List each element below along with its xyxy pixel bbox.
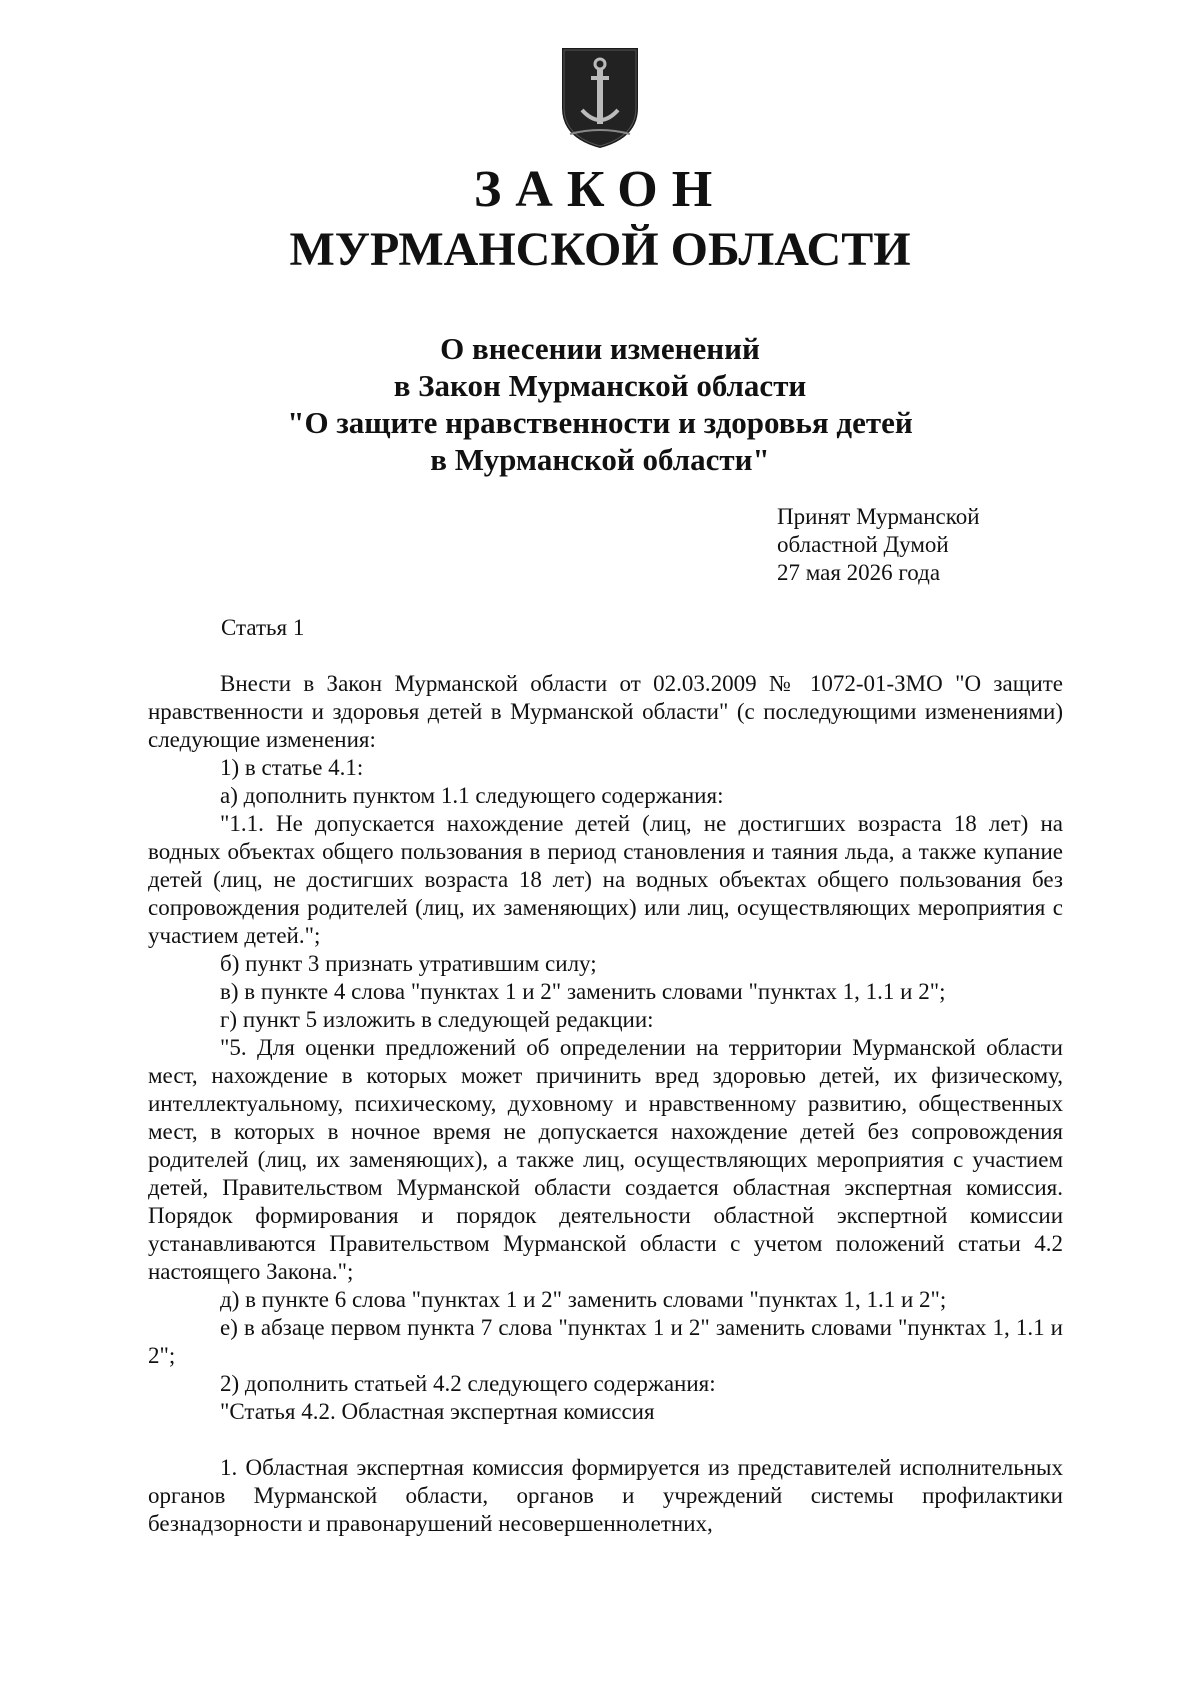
- paragraph: "5. Для оценки предложений об определении на территории Мурманской области мест, нахождение в которых может причинить вред здоровью детей, их физическому, интеллектуальному, психическому, духовному и нравственному развитию, общественных мест, в которых в ночное время не допускается нахождение детей без сопровождения родителей (лиц, их заменяющих), а также лиц, осуществляющих мероприятия с участием детей, Правительством Мурманской области создается областная экспертная комиссия. Порядок формирования и порядок деятельности областной экспертной комиссии устанавливаются Правительством Мурманской области с учетом положений статьи 4.2 настоящего Закона.";: [148, 1035, 1063, 1284]
- subject-line: "О защите нравственности и здоровья детей: [287, 405, 913, 440]
- paragraph: "1.1. Не допускается нахождение детей (лиц, не достигших возраста 18 лет) на водных объектах общего пользования в период становления и таяния льда, а также купание детей (лиц, не достигших возраста 18 лет) на водных объектах общего пользования без сопровождения родителей (лиц, их заменяющих) или лиц, осуществляющих мероприятия с участием детей.";: [148, 811, 1063, 948]
- subject-line: О внесении изменений: [440, 331, 760, 366]
- adoption-line: областной Думой: [777, 532, 949, 557]
- paragraph: "Статья 4.2. Областная экспертная комиссия: [220, 1399, 655, 1424]
- paragraph: Внести в Закон Мурманской области от 02.03.2009 № 1072-01-ЗМО "О защите нравственности и здоровья детей в Мурманской области" (с последующими изменениями) следующие изменения:: [148, 671, 1063, 752]
- paragraph: 1) в статье 4.1:: [220, 755, 364, 780]
- subject-line: в Закон Мурманской области: [393, 368, 807, 403]
- adoption-note: [777, 503, 980, 587]
- paragraph: 2) дополнить статьей 4.2 следующего содержания:: [220, 1371, 716, 1396]
- article-title: Статья 1: [221, 615, 305, 640]
- law-title: ЗАКОН: [473, 161, 727, 218]
- adoption-line: Принят Мурманской: [777, 504, 980, 529]
- law-region-title: МУРМАНСКОЙ ОБЛАСТИ: [289, 223, 911, 276]
- paragraph: в) в пункте 4 слова "пунктах 1 и 2" заменить словами "пунктах 1, 1.1 и 2";: [220, 979, 946, 1004]
- article-body: [148, 670, 1063, 1538]
- paragraph: д) в пункте 6 слова "пунктах 1 и 2" заменить словами "пунктах 1, 1.1 и 2";: [220, 1287, 947, 1312]
- coat-of-arms-icon: [560, 46, 640, 150]
- law-subject: [0, 330, 1200, 478]
- paragraph: е) в абзаце первом пункта 7 слова "пунктах 1 и 2" заменить словами "пунктах 1, 1.1 и 2";: [148, 1315, 1063, 1368]
- adoption-date: 27 мая 2026 года: [777, 560, 941, 585]
- paragraph: б) пункт 3 признать утратившим силу;: [220, 951, 597, 976]
- paragraph: а) дополнить пунктом 1.1 следующего содержания:: [220, 783, 724, 808]
- subject-line: в Мурманской области": [430, 442, 770, 477]
- paragraph: г) пункт 5 изложить в следующей редакции:: [220, 1007, 654, 1032]
- paragraph: 1. Областная экспертная комиссия формируется из представителей исполнительных органов Мурманской области, органов и учреждений системы профилактики безнадзорности и правонарушений несовершеннолетних,: [148, 1455, 1063, 1536]
